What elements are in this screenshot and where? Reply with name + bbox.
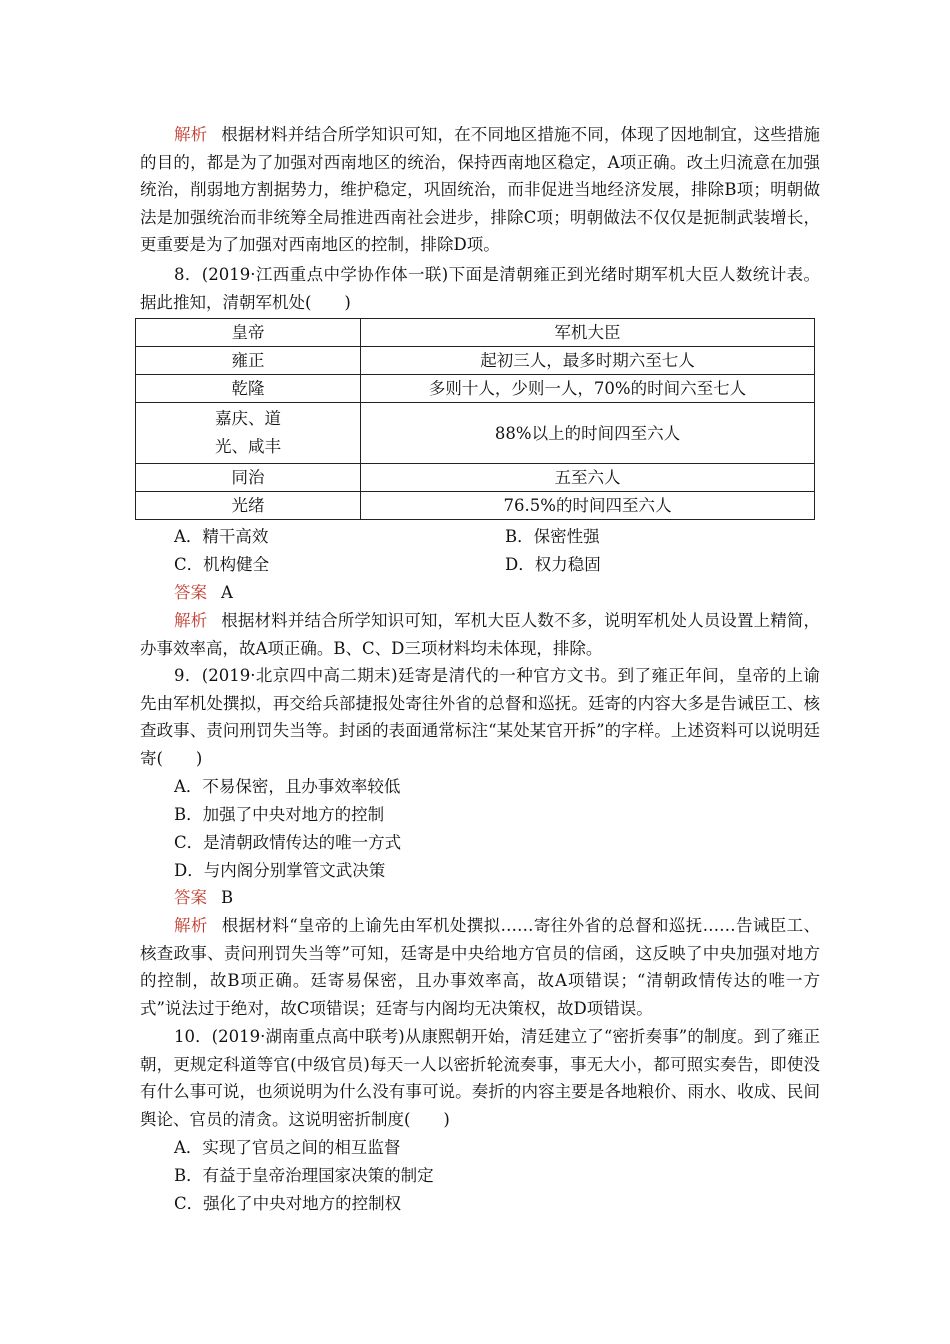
- q9-answer-value: B: [221, 888, 234, 907]
- q7-analysis-label: 解析: [174, 125, 208, 144]
- table-row: [136, 347, 815, 375]
- q9-analysis-paragraph: [140, 912, 820, 1022]
- table-cell: 嘉庆、道 光、咸丰: [136, 403, 361, 464]
- q8-analysis-paragraph: [140, 607, 820, 662]
- q8-analysis-text: 根据材料并结合所学知识可知，军机大臣人数不多，说明军机处人员设置上精简，办事效率高，故A项正确。B、C、D三项材料均未体现，排除。: [140, 611, 821, 658]
- q8-option-c: C．机构健全: [174, 555, 270, 574]
- q10-stem: 10．(2019·湖南重点高中联考)从康熙朝开始，清廷建立了“密折奏事”的制度。到了雍正朝，更规定科道等官(中级官员)每天一人以密折轮流奏事，事无大小，都可照实奏告，即使没有什么事可说，也须说明为什么没有事可说。奏折的内容主要是各地粮价、雨水、收成、民间舆论、官员的清贪。这说明密折制度( ): [140, 1027, 820, 1129]
- q9-answer-label: 答案: [174, 888, 207, 907]
- table-cell: 乾隆: [136, 375, 361, 403]
- table-cell: 雍正: [136, 347, 361, 375]
- q9-analysis-label: 解析: [174, 916, 208, 935]
- q9-option-d: D．与内阁分别掌管文武决策: [174, 861, 386, 880]
- q8-option-d: D．权力稳固: [505, 555, 601, 574]
- table-row: [136, 403, 815, 464]
- q9-option-c: C．是清朝政情传达的唯一方式: [174, 833, 402, 852]
- table-cell: 五至六人: [361, 464, 815, 492]
- q10-option-c: C．强化了中央对地方的控制权: [174, 1194, 402, 1213]
- table-header-cell: 皇帝: [136, 319, 361, 347]
- q8-answer-value: A: [221, 583, 233, 602]
- table-row: [136, 375, 815, 403]
- q10-option-a: A．实现了官员之间的相互监督: [174, 1138, 401, 1157]
- q7-analysis-text: 根据材料并结合所学知识可知，在不同地区措施不同，体现了因地制宜，这些措施的目的，都是为了加强对西南地区的统治，保持西南地区稳定，A项正确。改土归流意在加强统治，削弱地方割据势力，维护稳定，巩固统治，而非促进当地经济发展，排除B项；明朝做法是加强统治而非统筹全局推进西南社会进步，排除C项；明朝做法不仅仅是扼制武装增长，更重要是为了加强对西南地区的控制，排除D项。: [140, 125, 821, 254]
- q9-option-a: A．不易保密，且办事效率较低: [174, 777, 401, 796]
- q9-stem: 9．(2019·北京四中高二期末)廷寄是清代的一种官方文书。到了雍正年间，皇帝的上谕先由军机处撰拟，再交给兵部捷报处寄往外省的总督和巡抚。廷寄的内容大多是告诫臣工、核查政事、责问刑罚失当等。封函的表面通常标注“某处某官开拆”的字样。上述资料可以说明廷寄( ): [140, 666, 820, 768]
- table-cell: 88%以上的时间四至六人: [361, 403, 815, 464]
- q8-analysis-label: 解析: [174, 611, 208, 630]
- table-header-cell: 军机大臣: [361, 319, 815, 347]
- table-row: [136, 492, 815, 520]
- q9-answer: [174, 884, 233, 912]
- q8-option-b: B．保密性强: [505, 527, 600, 546]
- q8-table: [135, 318, 815, 520]
- q9-analysis-text: 根据材料“皇帝的上谕先由军机处撰拟……寄往外省的总督和巡抚……告诫臣工、核查政事、责问刑罚失当等”可知，廷寄是中央给地方官员的信函，这反映了中央加强对地方的控制，故B项正确。廷寄易保密，且办事效率高，故A项错误；“清朝政情传达的唯一方式”说法过于绝对，故C项错误；廷寄与内阁均无决策权，故D项错误。: [140, 916, 821, 1018]
- q8-stem: 8．(2019·江西重点中学协作体一联)下面是清朝雍正到光绪时期军机大臣人数统计表。据此推知，清朝军机处( ): [140, 265, 820, 312]
- table-row: [136, 464, 815, 492]
- q8-answer-label: 答案: [174, 583, 207, 602]
- q8-answer: [174, 579, 233, 607]
- q8-option-a: A．精干高效: [174, 527, 269, 546]
- table-cell: 同治: [136, 464, 361, 492]
- table-cell: 光绪: [136, 492, 361, 520]
- table-header-row: [136, 319, 815, 347]
- table-cell: 多则十人，少则一人，70%的时间六至七人: [361, 375, 815, 403]
- q10-option-b: B．有益于皇帝治理国家决策的制定: [174, 1166, 434, 1185]
- table-cell: 起初三人，最多时期六至七人: [361, 347, 815, 375]
- q9-option-b: B．加强了中央对地方的控制: [174, 805, 385, 824]
- table-cell: 76.5%的时间四至六人: [361, 492, 815, 520]
- q7-analysis-paragraph: [140, 121, 820, 259]
